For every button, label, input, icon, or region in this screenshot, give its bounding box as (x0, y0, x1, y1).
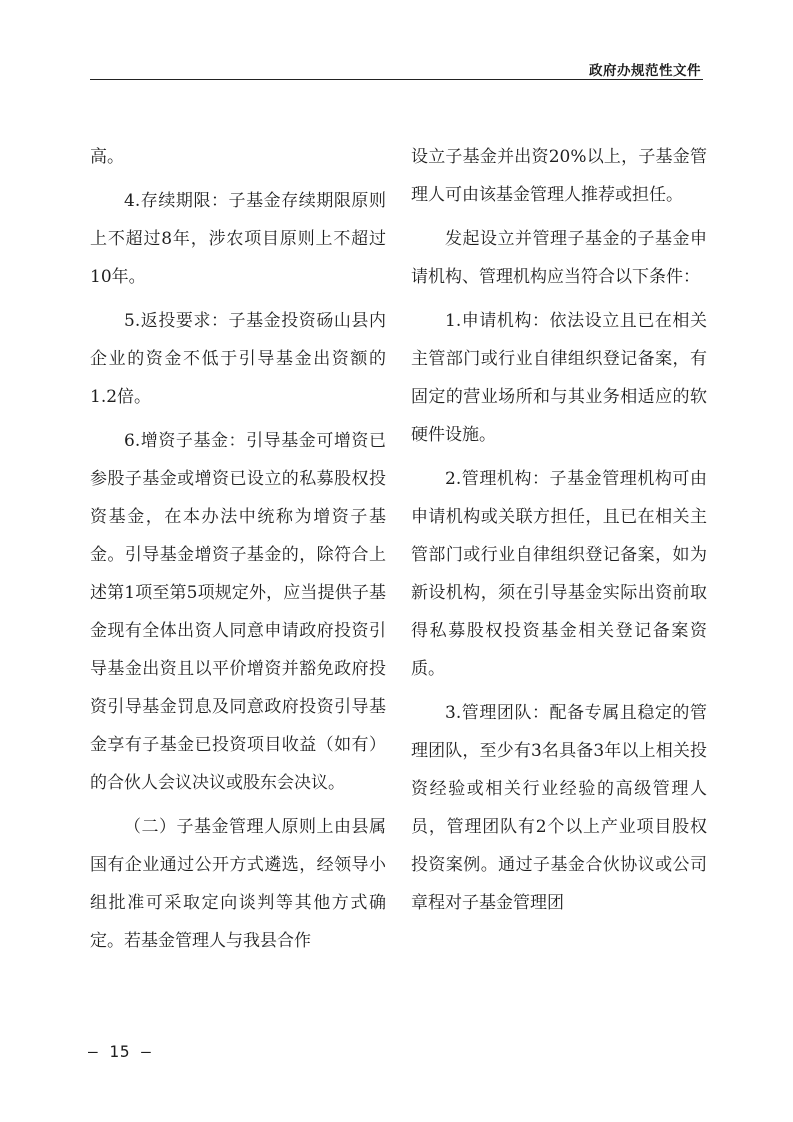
paragraph-reinvestment-requirement: 5.返投要求：子基金投资砀山县内企业的资金不低于引导基金出资额的1.2倍。 (90, 311, 386, 407)
paragraph-capital-increase: 6.增资子基金：引导基金可增资已参股子基金或增资已设立的私募股权投资基金，在本办法中统称为增资子基金。引导基金增资子基金的，除符合上述第1项至第5项规定外，应当提供子基金现有全体出资人同意申请政府投资引导基金出资且以平价增资并豁免政府投资引导基金罚息及同意政府投资引导基金享有子基金已投资项目收益（如有）的合伙人会议决议或股东会决议。 (90, 431, 386, 793)
paragraph-management-institution: 2.管理机构：子基金管理机构可由申请机构或关联方担任，且已在相关主管部门或行业自律组织登记备案，如为新设机构，须在引导基金实际出资前取得私募股权投资基金相关登记备案资质。 (411, 469, 707, 679)
paragraph-conditions-intro: 发起设立并管理子基金的子基金申请机构、管理机构应当符合以下条件： (411, 229, 707, 287)
paragraph-continuation: 高。 (90, 147, 124, 167)
paragraph-continuation: 设立子基金并出资20%以上，子基金管理人可由该基金管理人推荐或担任。 (411, 147, 707, 205)
paragraph-management-team: 3.管理团队：配备专属且稳定的管理团队，至少有3名具备3年以上相关投资经验或相关行业经验的高级管理人员，管理团队有2个以上产业项目股权投资案例。通过子基金合伙协议或公司章程对子基金管理团 (411, 703, 707, 913)
paragraph-fund-manager-selection: （二）子基金管理人原则上由县属国有企业通过公开方式遴选，经领导小组批准可采取定向谈判等其他方式确定。若基金管理人与我县合作 (90, 817, 386, 951)
right-text-column (411, 138, 707, 922)
paragraph-applicant-institution: 1.申请机构：依法设立且已在相关主管部门或行业自律组织登记备案，有固定的营业场所和与其业务相适应的软硬件设施。 (411, 311, 707, 445)
page-number: – 15 – (88, 1042, 152, 1061)
document-category-label: 政府办规范性文件 (589, 63, 701, 79)
paragraph-duration-limit: 4.存续期限：子基金存续期限原则上不超过8年，涉农项目原则上不超过10年。 (90, 191, 386, 287)
left-text-column (90, 138, 386, 960)
header-divider (90, 79, 703, 80)
